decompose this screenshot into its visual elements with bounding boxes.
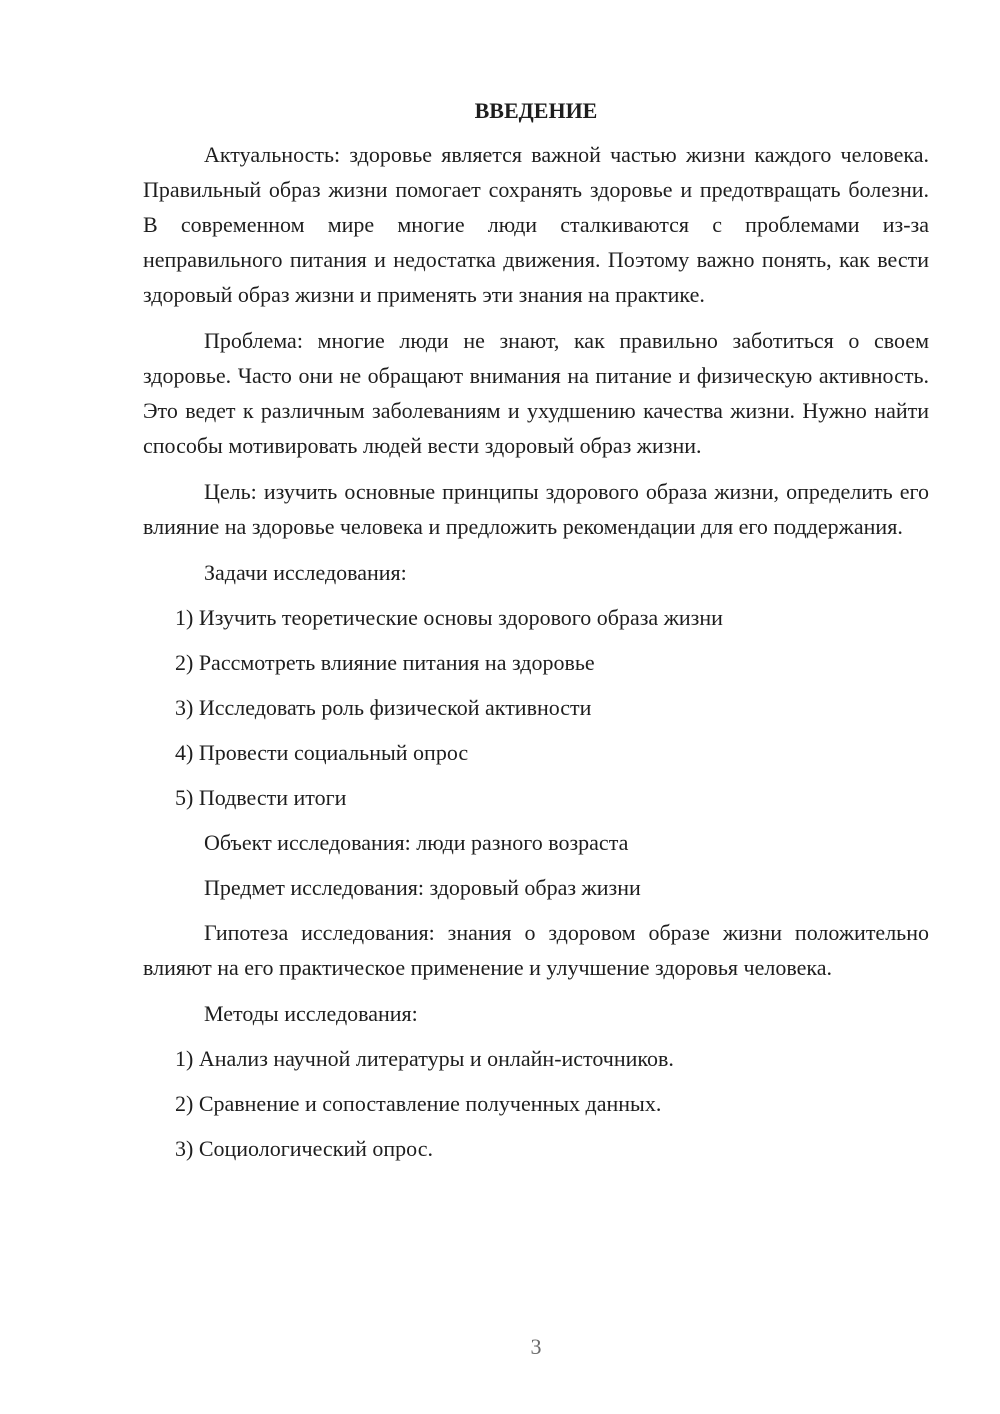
list-item: 3) Исследовать роль физической активности — [175, 695, 592, 720]
tasks-list — [143, 600, 929, 815]
list-item: 2) Рассмотреть влияние питания на здоровье — [175, 650, 595, 675]
list-item: 4) Провести социальный опрос — [175, 740, 469, 765]
object-line: Объект исследования: люди разного возраста — [204, 830, 629, 855]
list-item: 5) Подвести итоги — [175, 785, 347, 810]
subject-line: Предмет исследования: здоровый образ жизни — [204, 875, 641, 900]
list-item: 1) Анализ научной литературы и онлайн-источников. — [175, 1046, 674, 1071]
list-item: 1) Изучить теоретические основы здорового образа жизни — [175, 605, 723, 630]
methods-heading: Методы исследования: — [204, 1001, 418, 1026]
list-item: 2) Сравнение и сопоставление полученных данных. — [175, 1091, 662, 1116]
goal-paragraph: Цель: изучить основные принципы здорового образа жизни, определить его влияние на здоровье человека и предложить рекомендации для его поддержания. — [143, 479, 929, 539]
page-title: ВВЕДЕНИЕ — [474, 98, 598, 123]
relevance-paragraph: Актуальность: здоровье является важной частью жизни каждого человека. Правильный образ жизни помогает сохранять здоровье и предотвращать болезни. В современном мире многие люди сталкиваются с проблемами из-за неправильного питания и недостатка движения. Поэтому важно понять, как вести здоровый образ жизни и применять эти знания на практике. — [143, 142, 929, 307]
tasks-heading: Задачи исследования: — [204, 560, 407, 585]
hypothesis-paragraph: Гипотеза исследования: знания о здоровом образе жизни положительно влияют на его практическое применение и улучшение здоровья человека. — [143, 920, 929, 980]
page-number: 3 — [530, 1334, 542, 1359]
problem-paragraph: Проблема: многие люди не знают, как правильно заботиться о своем здоровье. Часто они не обращают внимания на питание и физическую активность. Это ведет к различным заболеваниям и ухудшению качества жизни. Нужно найти способы мотивировать людей вести здоровый образ жизни. — [143, 328, 929, 458]
methods-list — [143, 1041, 929, 1166]
list-item: 3) Социологический опрос. — [175, 1136, 433, 1161]
page-content — [143, 96, 929, 1176]
